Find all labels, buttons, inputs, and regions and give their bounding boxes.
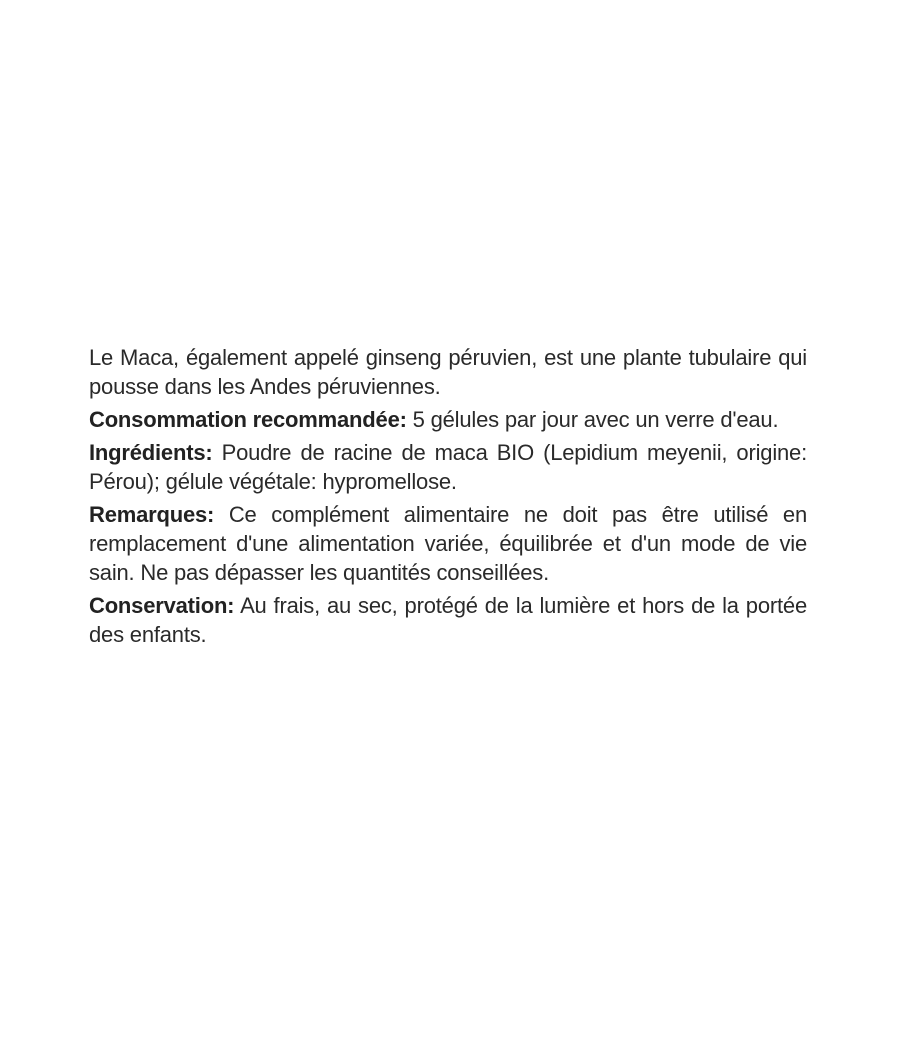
ingredients-text: Poudre de racine de maca BIO (Lepidium meyenii, origine: Pérou); gélule végétale: hypromellose. bbox=[89, 440, 807, 494]
remarks-text: Ce complément alimentaire ne doit pas être utilisé en remplacement d'une alimentation variée, équilibrée et d'un mode de vie sain. Ne pas dépasser les quantités conseillées. bbox=[89, 502, 807, 585]
consumption-text: 5 gélules par jour avec un verre d'eau. bbox=[406, 407, 779, 432]
product-description bbox=[89, 343, 807, 653]
consumption-label: Consommation recommandée: bbox=[89, 407, 407, 432]
remarks-paragraph bbox=[89, 500, 807, 587]
ingredients-paragraph bbox=[89, 438, 807, 496]
consumption-paragraph bbox=[89, 405, 807, 434]
ingredients-label: Ingrédients: bbox=[89, 440, 213, 465]
remarks-label: Remarques: bbox=[89, 502, 215, 527]
storage-text: Au frais, au sec, protégé de la lumière et hors de la portée des enfants. bbox=[89, 593, 807, 647]
storage-paragraph bbox=[89, 591, 807, 649]
intro-paragraph: Le Maca, également appelé ginseng péruvien, est une plante tubulaire qui pousse dans les Andes péruviennes. bbox=[89, 345, 807, 399]
storage-label: Conservation: bbox=[89, 593, 235, 618]
